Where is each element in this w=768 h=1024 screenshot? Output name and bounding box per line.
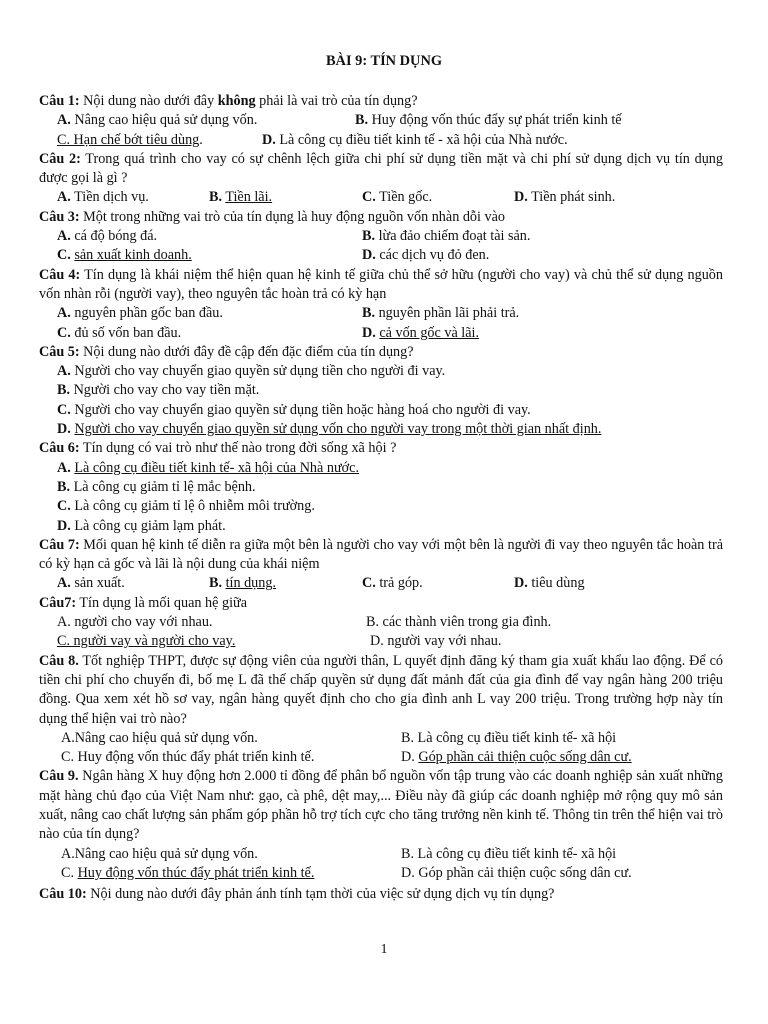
answer-a: A.Nâng cao hiệu quả sử dụng vốn. [61,845,258,862]
question-list [39,92,723,904]
answer-b: B. Huy động vốn thúc đẩy sự phát triển kinh tế [355,112,622,129]
question-5 [39,343,723,362]
answer-row [39,131,723,150]
question-stem: Tín dụng là mối quan hệ giữa [76,594,248,611]
answer-a: A. sản xuất. [57,575,125,592]
answer-a: A. nguyên phần gốc ban đầu. [57,305,223,322]
answer-row [39,845,723,864]
question-label: Câu 4: [39,266,81,283]
answer-row [39,574,723,593]
question-label: Câu 5: [39,343,80,360]
answer-row [39,111,723,130]
question-label: Câu 7: [39,536,80,553]
answer-d: D. tiêu dùng [514,575,585,592]
question-2 [39,150,723,189]
answer-c: C. Tiền gốc. [362,189,433,206]
question-10 [39,885,723,904]
question-label: Câu 6: [39,440,80,457]
question-label: Câu 10: [39,886,87,903]
answer-c-correct: C. sản xuất kinh doanh. [57,247,192,264]
answer-d: D. Là công cụ giảm lạm phát. [57,517,226,534]
question-8 [39,652,723,729]
answer-c: C. Huy động vốn thúc đẩy phát triển kinh tế. [61,749,315,766]
question-9 [39,767,723,844]
question-4 [39,266,723,305]
answer-b: B. Là công cụ điều tiết kinh tế- xã hội [401,845,617,862]
answer-row [39,227,723,246]
answer-a-correct: A. Là công cụ điều tiết kinh tế- xã hội của Nhà nước. [57,459,360,476]
question-label: Câu 2: [39,150,81,167]
answer-a: A. người cho vay với nhau. [57,614,213,631]
answer-a: A. cá độ bóng đá. [57,228,158,245]
answer-d-correct: D. Người cho vay chuyển giao quyền sử dụng vốn cho người vay trong một thời gian nhất định. [57,421,602,438]
answer-d: D. Tiền phát sinh. [514,189,616,206]
answer-c: C. Là công cụ giảm tỉ lệ ô nhiễm môi trường. [57,498,315,515]
question-stem: Tốt nghiệp THPT, được sự động viên của người thân, L quyết định đăng ký tham gia xuất khẩu lao động. Để có tiền chi phí cho chuyến đi, bố mẹ L đã thế chấp quyền sử dụng đất mảnh đất của gia đình để vay ngân hàng 200 triệu đồng. Qua xem xét hồ sơ vay, ngân hàng quyết định cho cho gia đình anh L vay 200 triệu. Trong trường hợp này tín dụng thể hiện vai trò nào? [39,652,723,727]
question-stem: Ngân hàng X huy động hơn 2.000 tỉ đồng để phân bổ nguồn vốn tập trung vào các doanh nghiệp sản xuất những mặt hàng chủ đạo của Việt Nam như: gạo, cà phê, dệt may,... Điều này đã giúp các doanh nghiệp mở rộng quy mô sản xuất, nâng cao chất lượng sản phẩm góp phần hỗ trợ tích cực cho tăng trưởng nền kinh tế. Thông tin trên thể hiện vai trò nào của tín dụng? [39,768,723,843]
question-label: Câu 8. [39,652,79,669]
page-title: BÀI 9: TÍN DỤNG [325,53,443,69]
answer-a: A. Tiền dịch vụ. [57,189,149,206]
stem-emphasis: không [217,93,256,109]
question-stem: Nội dung nào dưới đây [79,93,218,109]
answer-row [39,729,723,748]
question-stem: Một trong những vai trò của tín dụng là huy động nguồn vốn nhàn dỗi vào [79,208,505,225]
answer-b: B. Người cho vay cho vay tiền mặt. [57,382,260,399]
question-label: Câu 3: [39,208,80,225]
question-label: Câu 9. [39,768,79,785]
question-stem-end: phải là vai trò của tín dụng? [255,93,418,109]
answer-d: D. Góp phần cải thiện cuộc sống dân cư. [401,864,632,881]
question-6 [39,439,723,458]
answer-d: D. người vay với nhau. [370,633,502,650]
answer-b: B. Là công cụ điều tiết kinh tế- xã hội [401,729,617,746]
answer-row [39,748,723,767]
answer-row [39,864,723,883]
answer-d-correct: D. cả vốn gốc và lãi. [362,324,480,341]
answer-b-correct: B. Tiền lãi. [209,189,273,206]
question-stem: Nội dung nào dưới đây phản ánh tính tạm thời của việc sử dụng dịch vụ tín dụng? [86,886,555,903]
question-3 [39,208,723,227]
answer-c: C. đủ số vốn ban đầu. [57,324,182,341]
answer-row [39,613,723,632]
question-stem: Tín dụng là khái niệm thể hiện quan hệ kinh tế giữa chủ thể sở hữu (người cho vay) và chủ thể sử dụng nguồn vốn nhàn rỗi (người vay), theo nguyên tắc hoàn trả có kỳ hạn [39,266,723,302]
answer-row [39,304,723,323]
answer-c-correct: C. người vay và người cho vay. [57,633,236,650]
question-7b [39,594,723,613]
answer-c-correct: C. Huy động vốn thúc đẩy phát triển kinh tế. [61,864,315,881]
answer-d: D. Là công cụ điều tiết kinh tế - xã hội của Nhà nước. [262,131,568,148]
answer-b: B. các thành viên trong gia đình. [366,614,552,631]
answer-d: D. các dịch vụ đỏ đen. [362,247,490,264]
answer-a: A.Nâng cao hiệu quả sử dụng vốn. [61,729,258,746]
answer-d-correct: D. Góp phần cải thiện cuộc sống dân cư. [401,749,632,766]
answer-row [39,246,723,265]
answer-c-correct: C. Hạn chế bớt tiêu dùng. [57,131,203,148]
answer-row [39,188,723,207]
question-1 [39,92,723,111]
answer-b: B. nguyên phần lãi phải trả. [362,305,520,322]
question-stem: Mối quan hệ kinh tế diễn ra giữa một bên là người cho vay với một bên là người đi vay theo nguyên tắc hoàn trả có kỳ hạn cả gốc và lãi là nội dung của khái niệm [39,536,723,573]
question-label: Câu 1: [39,93,80,109]
question-stem: Trong quá trình cho vay có sự chênh lệch giữa chi phí sử dụng tiền mặt và chi phí sử dụng dịch vụ tín dụng được gọi là gì ? [39,150,723,187]
question-stem: Tín dụng có vai trò như thế nào trong đời sống xã hội ? [79,440,397,457]
question-stem: Nội dung nào dưới đây đề cập đến đặc điểm của tín dụng? [79,343,414,360]
answer-row [39,632,723,651]
answer-a: A. Nâng cao hiệu quả sử dụng vốn. [57,112,258,129]
answer-row [39,324,723,343]
question-7 [39,536,723,575]
answer-c: C. Người cho vay chuyển giao quyền sử dụng tiền hoặc hàng hoá cho người đi vay. [57,401,531,418]
answer-b: B. Là công cụ giảm tỉ lệ mắc bệnh. [57,478,256,495]
question-label: Câu7: [39,594,77,611]
answer-a: A. Người cho vay chuyển giao quyền sử dụng tiền cho người đi vay. [57,363,446,380]
answer-b: B. lừa đảo chiếm đoạt tài sản. [362,228,531,245]
answer-c: C. trả góp. [362,575,423,592]
answer-b-correct: B. tín dụng. [209,575,277,592]
page-number: 1 [380,942,388,957]
